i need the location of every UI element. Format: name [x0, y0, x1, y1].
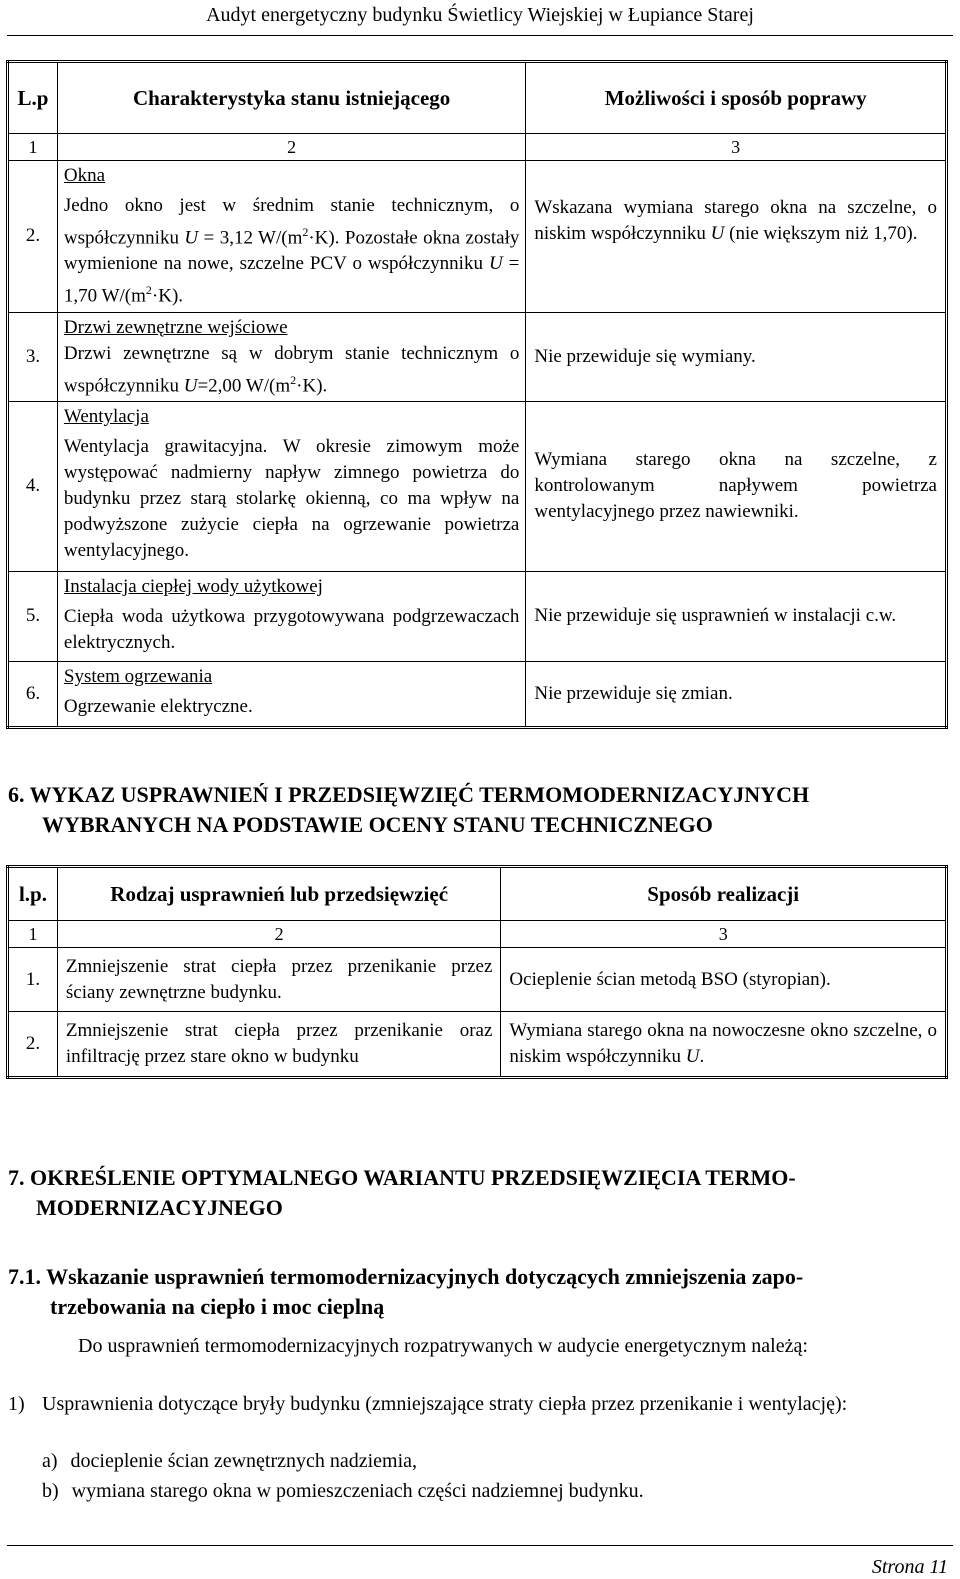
list-text: docieplenie ścian zewnętrznych nadziemia,: [70, 1450, 418, 1472]
table-row: [8, 1012, 947, 1078]
col-number: 2: [57, 921, 501, 948]
row-description: [57, 161, 525, 313]
table-row: [8, 312, 947, 401]
list-text: wymiana starego okna w pomieszczeniach części nadziemnej budynku.: [71, 1480, 644, 1502]
row-improvement: Nie przewiduje się wymiany.: [526, 312, 947, 401]
col-header-lp: l.p.: [8, 867, 58, 921]
col-header-characteristic: Charakterystyka stanu istniejącego: [57, 62, 525, 134]
list-text: Usprawnienia dotyczące bryły budynku (zmniejszające straty ciepła przez przenikanie i wentylację):: [42, 1393, 848, 1415]
list-letter: b): [42, 1480, 59, 1502]
list-item-1: [8, 1390, 946, 1418]
row-number: 6.: [8, 661, 58, 727]
row-description: [57, 312, 525, 401]
row-improvement: Nie przewiduje się usprawnień w instalacji c.w.: [526, 571, 947, 661]
row-text: Ciepła woda użytkowa przygotowywana podgrzewaczach elektrycznych.: [63, 605, 520, 653]
header-rule: [7, 35, 953, 36]
row-label: Drzwi zewnętrzne wejściowe: [63, 316, 288, 338]
row-label: Wentylacja: [63, 405, 149, 427]
col-header-type: Rodzaj usprawnień lub przedsięwzięć: [57, 867, 501, 921]
row-type: Zmniejszenie strat ciepła przez przenikanie przez ściany zewnętrzne budynku.: [57, 948, 501, 1012]
table-row: [8, 401, 947, 571]
col-header-method: Sposób realizacji: [501, 867, 947, 921]
table-row: [8, 948, 947, 1012]
col-number: 1: [8, 921, 58, 948]
footer-rule: [7, 1545, 953, 1546]
table-row: [8, 571, 947, 661]
page-header: Audyt energetyczny budynku Świetlicy Wiejskiej w Łupiance Starej: [206, 4, 754, 26]
col-number: 3: [526, 134, 947, 161]
table-header-row: [8, 62, 947, 134]
row-text: Ogrzewanie elektryczne.: [63, 695, 253, 717]
row-number: 2.: [8, 161, 58, 313]
row-method: Wymiana starego okna na nowoczesne okno szczelne, o niskim współczynniku U.: [501, 1012, 947, 1078]
col-number: 2: [57, 134, 525, 161]
list-number: 1): [8, 1393, 25, 1415]
section-7-title: 7. OKREŚLENIE OPTYMALNEGO WARIANTU PRZEDSIĘWZIĘCIA TERMO- MODERNIZACYJNEGO: [8, 1165, 796, 1220]
row-number: 2.: [8, 1012, 58, 1078]
row-number: 4.: [8, 401, 58, 571]
row-improvement: Wskazana wymiana starego okna na szczelne, o niskim współczynniku U (nie większym niż 1,70).: [526, 161, 947, 313]
row-description: [57, 661, 525, 727]
row-number: 3.: [8, 312, 58, 401]
intro-paragraph: Do usprawnień termomodernizacyjnych rozpatrywanych w audycie energetycznym należą:: [78, 1335, 808, 1357]
row-label: Okna: [63, 165, 106, 186]
section-7-1-title: 7.1. Wskazanie usprawnień termomodernizacyjnych dotyczących zmniejszenia zapo- trzebowania na ciepło i moc cieplną: [8, 1264, 804, 1319]
col-header-lp: L.p: [8, 62, 58, 134]
row-number: 5.: [8, 571, 58, 661]
table-row: [8, 661, 947, 727]
row-number: 1.: [8, 948, 58, 1012]
row-text: Drzwi zewnętrzne są w dobrym stanie technicznym o współczynniku U=2,00 $W/(m^2\cdot K)$.: [63, 342, 520, 396]
row-improvement: Nie przewiduje się zmian.: [526, 661, 947, 727]
row-text: Wentylacja grawitacyjna. W okresie zimowym może występować nadmierny napływ zimnego powietrza do budynku przez starą stolarkę okienną, co ma wpływ na podwyższone zużycie ciepła na ogrzewanie powietrza wentylacyjnego.: [63, 435, 520, 561]
row-label: System ogrzewania: [63, 665, 213, 687]
row-description: [57, 571, 525, 661]
col-number: 3: [501, 921, 947, 948]
row-text: Jedno okno jest w średnim stanie technicznym, o współczynniku U = 3,12 $W/(m^2\cdot K)$. Pozostałe okna zostały wymienione na nowe, szczelne PCV o współczynniku U = 1,70 $W/(m^2\cdot K)$.: [63, 195, 520, 307]
column-number-row: [8, 134, 947, 161]
page-number: Strona 11: [871, 1556, 948, 1578]
list-item-a: [42, 1447, 942, 1475]
row-type: Zmniejszenie strat ciepła przez przenikanie oraz infiltrację przez stare okno w budynku: [57, 1012, 501, 1078]
section-6-title: 6. WYKAZ USPRAWNIEŃ I PRZEDSIĘWZIĘĆ TERMOMODERNIZACYJNYCH WYBRANYCH NA PODSTAWIE OCENY STANU TECHNICZNEGO: [8, 782, 810, 837]
row-label: Instalacja ciepłej wody użytkowej: [63, 575, 323, 597]
col-header-improvement: Możliwości i sposób poprawy: [526, 62, 947, 134]
row-description: [57, 401, 525, 571]
column-number-row: [8, 921, 947, 948]
row-improvement: Wymiana starego okna na szczelne, z kontrolowanym napływem powietrza wentylacyjnego przez nawiewniki.: [526, 401, 947, 571]
row-method: Ocieplenie ścian metodą BSO (styropian).: [501, 948, 947, 1012]
col-number: 1: [8, 134, 58, 161]
list-letter: a): [42, 1450, 58, 1472]
improvements-table: [6, 865, 948, 1079]
table-row: [8, 161, 947, 313]
list-item-b: [42, 1477, 942, 1505]
existing-state-table: [6, 60, 948, 729]
table-header-row: [8, 867, 947, 921]
